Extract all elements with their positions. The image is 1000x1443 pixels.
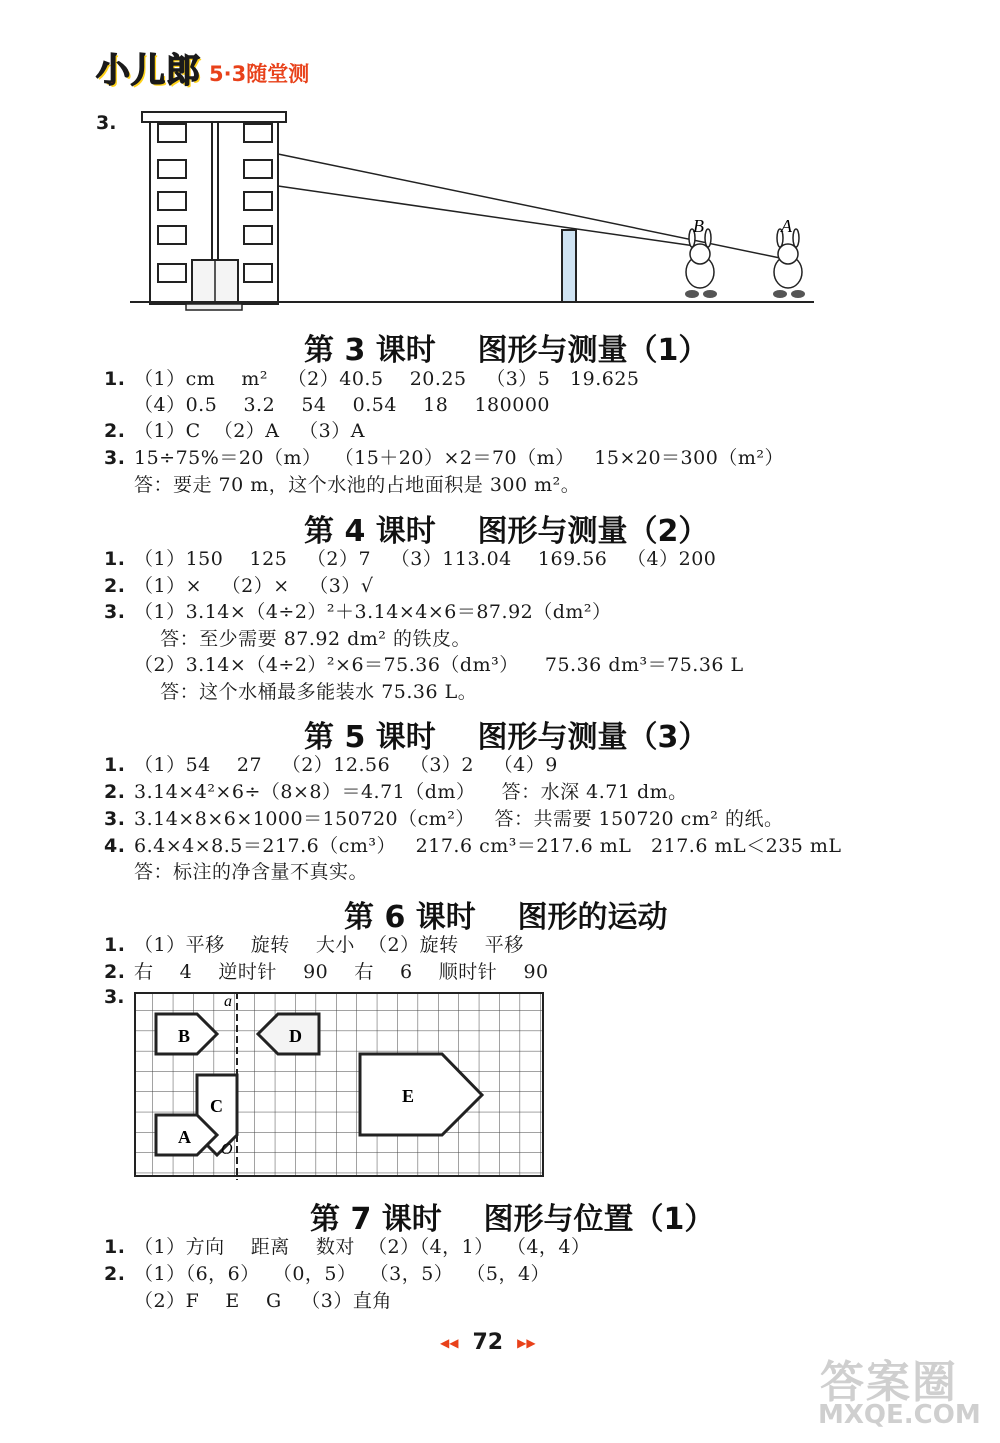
rabbit-a-icon [773, 229, 805, 298]
shape-c-label: C [210, 1096, 223, 1116]
pole [562, 230, 576, 302]
answer-text: 答：标注的净含量不真实。 [134, 861, 369, 883]
answer-line [104, 1286, 392, 1313]
section-7-title: 第 7 课时 图形与位置（1） [310, 1202, 715, 1237]
watermark-logo: 答案圈 [820, 1357, 958, 1408]
answer-line [104, 390, 550, 417]
answer-num: 1. [104, 548, 126, 570]
watermark-site: MXQE.COM [818, 1400, 981, 1430]
figure2-qnum: 3. [104, 986, 125, 1008]
answer-num: 2. [104, 781, 126, 803]
answer-text: 答：这个水桶最多能装水 75.36 L。 [134, 681, 478, 703]
answer-text: （1）54 27 （2）12.56 （3）2 （4）9 [134, 754, 558, 776]
answer-text: （4）0.5 3.2 54 0.54 18 180000 [134, 394, 551, 416]
answer-text: 3.14×8×6×1000＝150720（cm²） 答：共需要 150720 cm² 的纸。 [134, 808, 784, 830]
answer-line [104, 416, 365, 443]
answer-line [104, 930, 524, 957]
section-5-title: 第 5 课时 图形与测量（3） [304, 720, 709, 755]
answer-line [104, 1232, 591, 1259]
answer-line [104, 831, 842, 858]
shape-e-label: E [402, 1086, 415, 1106]
axis-a-label: a [224, 993, 232, 1010]
answer-line [104, 857, 368, 884]
answer-text: 6.4×4×8.5＝217.6（cm³） 217.6 cm³＝217.6 mL 217.6 mL＜235 mL [134, 835, 842, 857]
building [142, 112, 286, 310]
answer-line [104, 364, 640, 391]
section-6-title: 第 6 课时 图形的运动 [344, 900, 668, 935]
answer-text: （1）方向 距离 数对 （2）（4，1） （4，4） [134, 1236, 591, 1258]
answer-text: （1）C （2）A （3）A [134, 420, 365, 442]
building-shadow-figure [120, 104, 820, 316]
answer-num: 1. [104, 368, 126, 390]
section-4-title: 第 4 课时 图形与测量（2） [304, 514, 709, 549]
label-a: A [781, 216, 792, 236]
figure1-qnum: 3. [96, 112, 117, 134]
answer-line [104, 1259, 550, 1286]
answer-line [104, 597, 612, 624]
sight-line-a [278, 186, 695, 246]
answer-num: 1. [104, 754, 126, 776]
answer-line [104, 544, 716, 571]
answer-line [104, 650, 744, 677]
answer-line [104, 750, 558, 777]
shape-b-label: B [178, 1026, 191, 1046]
answer-text: 15÷75%＝20（m） （15＋20）×2＝70（m） 15×20＝300（m²） [134, 447, 784, 469]
answer-num: 3. [104, 447, 126, 469]
answer-num: 4. [104, 835, 126, 857]
prev-arrows-icon: ◀◀ [440, 1335, 459, 1350]
answer-text: （2）F E G （3）直角 [134, 1290, 392, 1312]
answer-text: 3.14×4²×6÷（8×8）＝4.71（dm） 答：水深 4.71 dm。 [134, 781, 688, 803]
answer-line [104, 957, 549, 984]
answer-num: 2. [104, 420, 126, 442]
answer-num: 3. [104, 601, 126, 623]
origin-label: O [221, 1141, 233, 1158]
answer-line [104, 571, 373, 598]
shape-a-label: A [178, 1127, 191, 1147]
answer-line [104, 677, 477, 704]
page-footer [440, 1330, 536, 1355]
brand-logo: 小儿郎 [96, 51, 201, 91]
answer-num: 3. [104, 808, 126, 830]
answer-num: 2. [104, 575, 126, 597]
answer-text: （2）3.14×（4÷2）²×6＝75.36（dm³） 75.36 dm³＝75.36 L [134, 654, 744, 676]
shape-d-label: D [289, 1026, 302, 1046]
section-3-title: 第 3 课时 图形与测量（1） [304, 333, 709, 368]
brand-header [96, 48, 309, 92]
answer-line [104, 443, 784, 470]
answer-line [104, 624, 471, 651]
answer-line [104, 777, 688, 804]
answer-text: （1）3.14×（4÷2）²＋3.14×4×6＝87.92（dm²） [134, 601, 612, 623]
answer-text: （1）cm m² （2）40.5 20.25 （3）5 19.625 [134, 368, 640, 390]
answer-text: 答：至少需要 87.92 dm² 的铁皮。 [134, 628, 471, 650]
answer-line [104, 470, 580, 497]
answer-num: 2. [104, 1263, 126, 1285]
answer-line [104, 804, 783, 831]
transformation-grid-figure [132, 990, 552, 1182]
answer-text: （1）（6，6） （0，5） （3，5） （5，4） [134, 1263, 551, 1285]
label-b: B [693, 216, 704, 236]
answer-text: （1）× （2）× （3）√ [134, 575, 374, 597]
answer-text: （1）平移 旋转 大小 （2）旋转 平移 [134, 934, 524, 956]
rabbit-b-icon [685, 229, 717, 298]
answer-text: 答：要走 70 m，这个水池的占地面积是 300 m²。 [134, 474, 581, 496]
answer-num: 1. [104, 934, 126, 956]
page-number: 72 [472, 1330, 504, 1355]
answer-text: 右 4 逆时针 90 右 6 顺时针 90 [134, 961, 549, 983]
next-arrows-icon: ▶▶ [517, 1335, 536, 1350]
answer-num: 2. [104, 961, 126, 983]
answer-text: （1）150 125 （2）7 （3）113.04 169.56 （4）200 [134, 548, 717, 570]
brand-series: 5·3随堂测 [209, 62, 310, 86]
answer-num: 1. [104, 1236, 126, 1258]
